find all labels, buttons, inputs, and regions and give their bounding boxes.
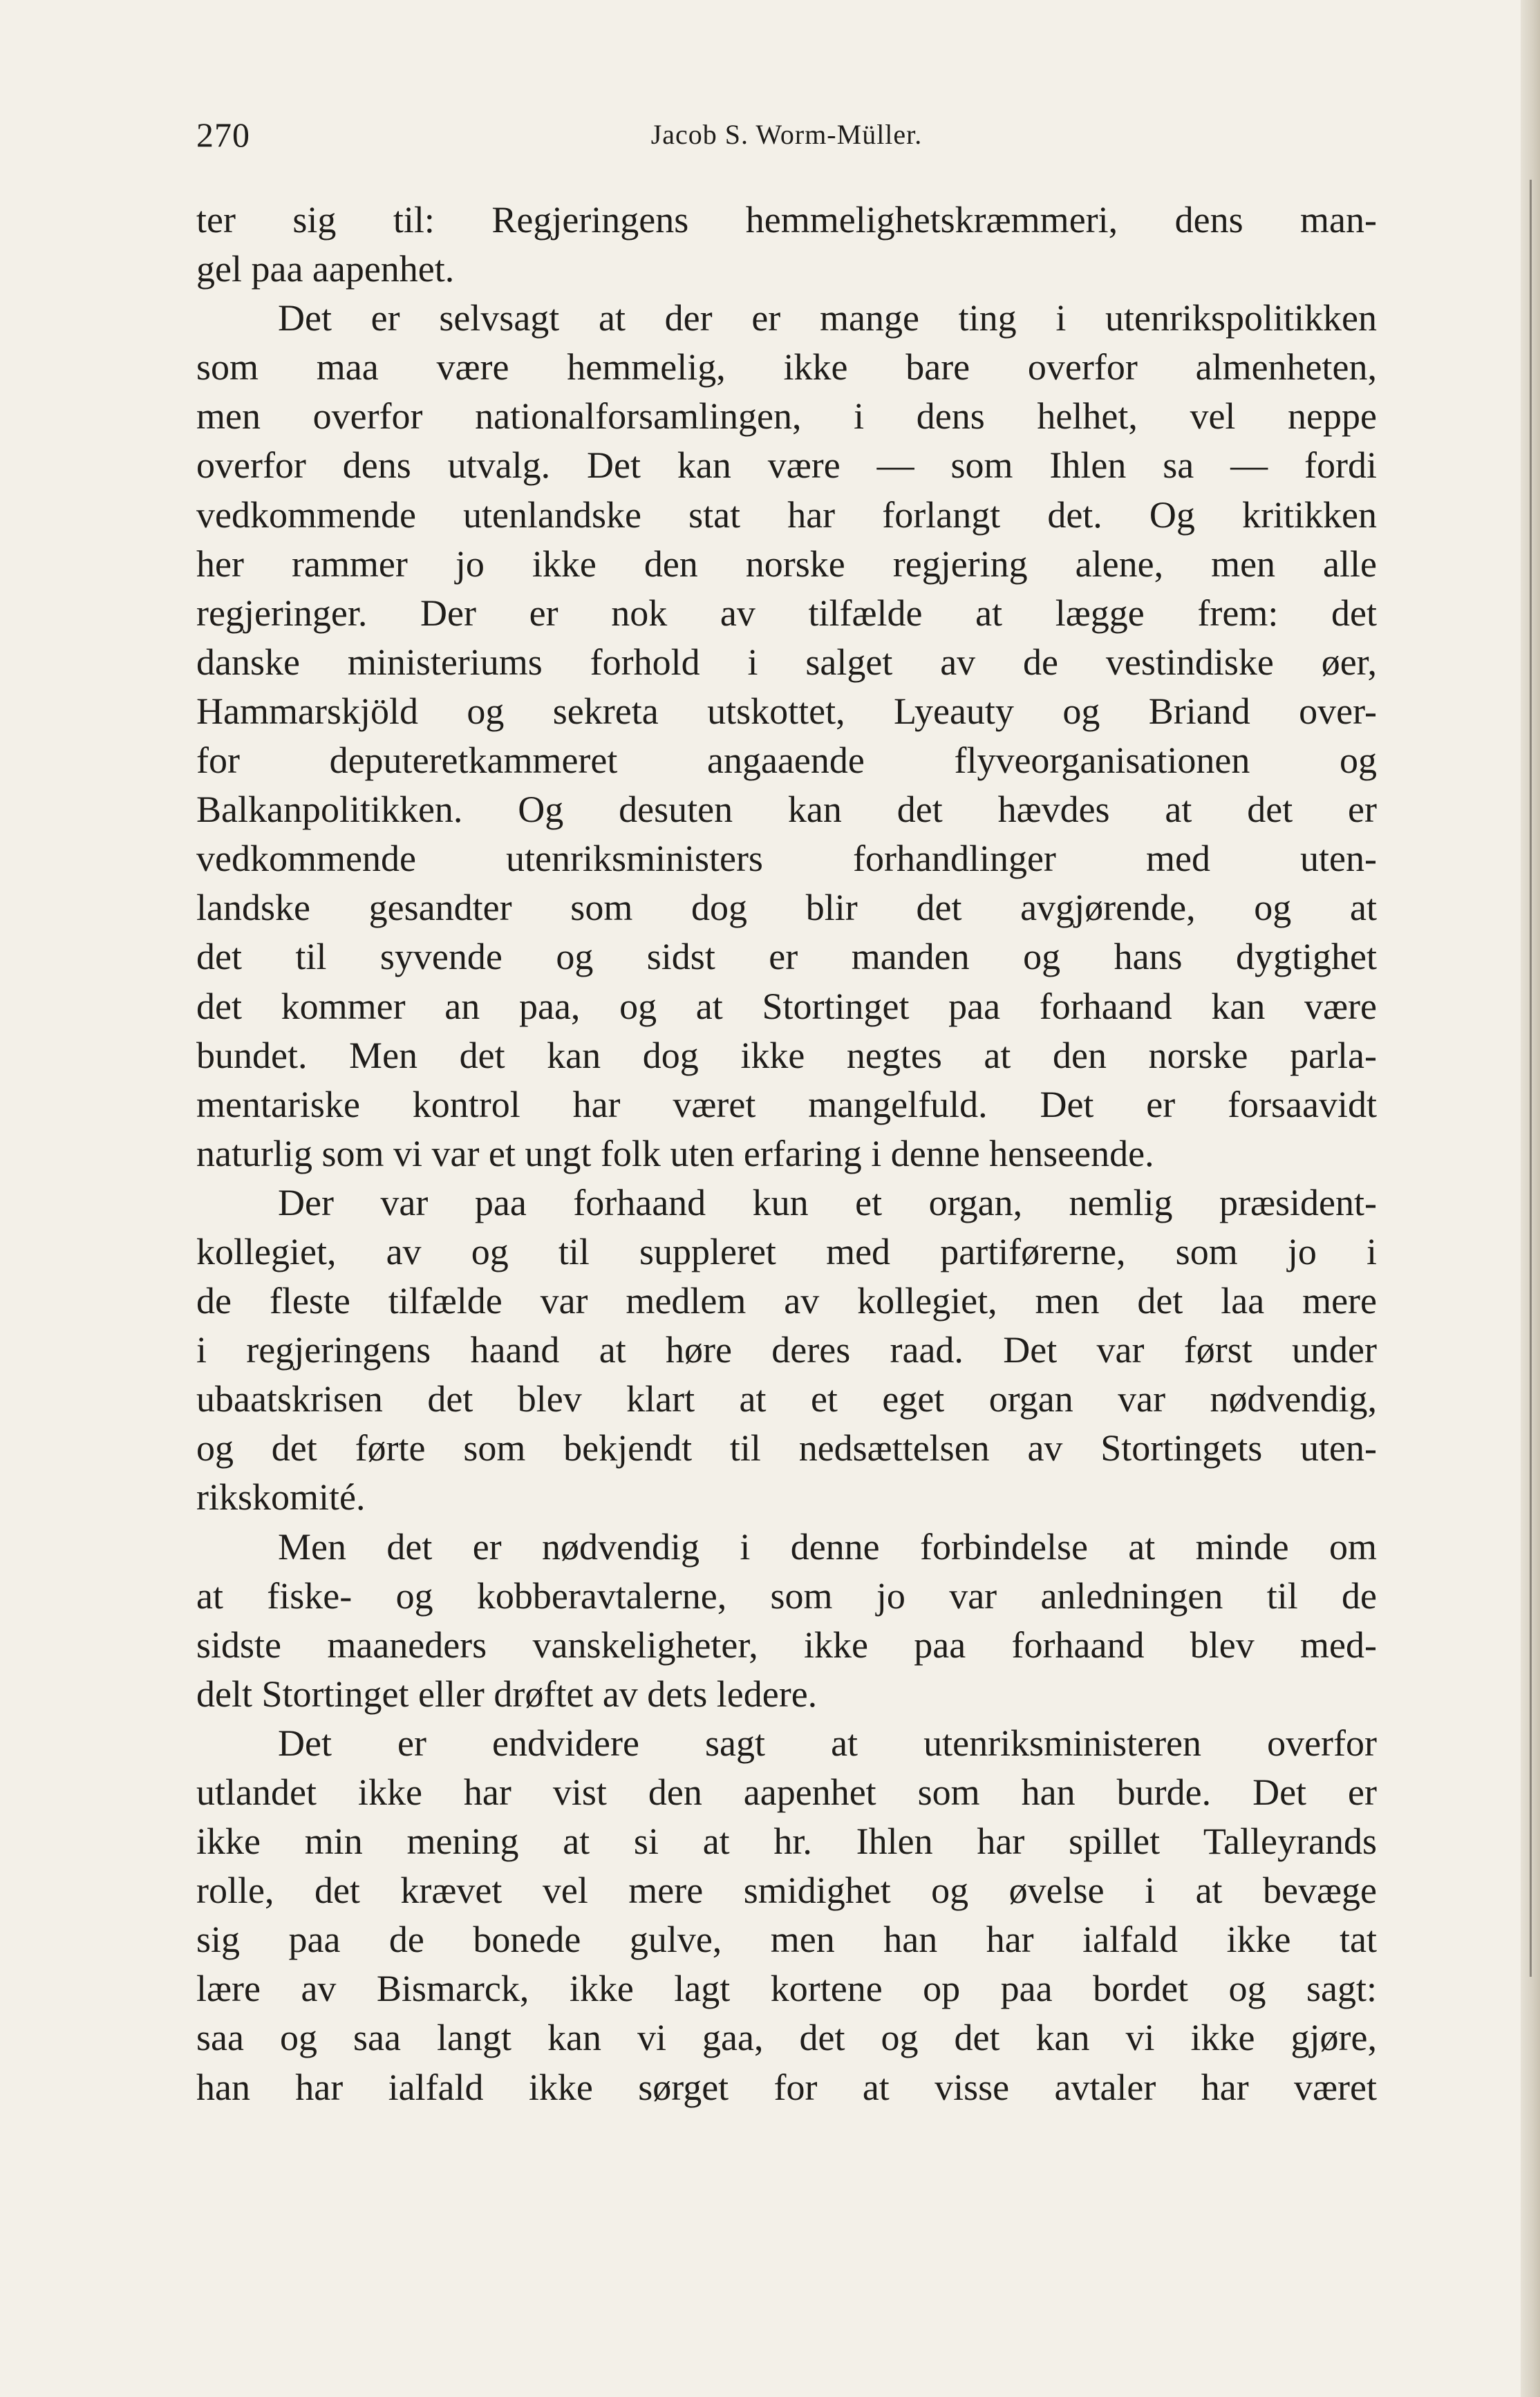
text-line: overfor dens utvalg. Det kan være — som Ihlen sa — fordi: [196, 444, 1377, 487]
text-line: ter sig til: Regjeringens hemmelighetskræmmeri, dens man-: [196, 199, 1377, 241]
text-line: Balkanpolitikken. Og desuten kan det hævdes at det er: [196, 789, 1377, 831]
text-line: vedkommende utenlandske stat har forlangt det. Og kritikken: [196, 494, 1377, 536]
text-line: lære av Bismarck, ikke lagt kortene op paa bordet og sagt:: [196, 1968, 1377, 2010]
text-line: rikskomité.: [196, 1476, 366, 1519]
text-line: sig paa de bonede gulve, men han har ialfald ikke tat: [196, 1919, 1377, 1961]
text-line: men overfor nationalforsamlingen, i dens helhet, vel neppe: [196, 395, 1377, 438]
page-number: 270: [196, 115, 250, 154]
page-header: [196, 111, 1377, 159]
text-line: landske gesandter som dog blir det avgjørende, og at: [196, 887, 1377, 929]
text-line: og det førte som bekjendt til nedsættelsen av Stortingets uten-: [196, 1427, 1377, 1469]
text-line: regjeringer. Der er nok av tilfælde at lægge frem: det: [196, 592, 1377, 634]
text-line: Det er selvsagt at der er mange ting i utenrikspolitikken: [278, 297, 1377, 339]
text-line: det til syvende og sidst er manden og hans dygtighet: [196, 936, 1377, 978]
text-line: Hammarskjöld og sekreta utskottet, Lyeauty og Briand over-: [196, 690, 1377, 732]
text-line: sidste maaneders vanskeligheter, ikke paa forhaand blev med-: [196, 1624, 1377, 1666]
text-line: naturlig som vi var et ungt folk uten erfaring i denne henseende.: [196, 1132, 1154, 1174]
text-line: i regjeringens haand at høre deres raad. Det var først under: [196, 1329, 1377, 1371]
text-line: kollegiet, av og til suppleret med partiførerne, som jo i: [196, 1230, 1377, 1272]
text-line: delt Stortinget eller drøftet av dets ledere.: [196, 1673, 818, 1715]
page-edge-line: [1530, 180, 1532, 1977]
text-line: Men det er nødvendig i denne forbindelse at minde om: [278, 1525, 1377, 1568]
text-line: vedkommende utenriksministers forhandlinger med uten-: [196, 838, 1377, 880]
text-line: saa og saa langt kan vi gaa, det og det kan vi ikke gjøre,: [196, 2017, 1377, 2059]
text-line: Der var paa forhaand kun et organ, nemlig præsident-: [278, 1181, 1377, 1223]
text-line: som maa være hemmelig, ikke bare overfor almenheten,: [196, 346, 1377, 388]
text-line: ikke min mening at si at hr. Ihlen har spillet Talleyrands: [196, 1821, 1377, 1863]
text-line: det kommer an paa, og at Stortinget paa forhaand kan være: [196, 985, 1377, 1027]
text-line: mentariske kontrol har været mangelfuld. Det er forsaavidt: [196, 1083, 1377, 1125]
text-line: danske ministeriums forhold i salget av de vestindiske øer,: [196, 641, 1377, 683]
text-line: han har ialfald ikke sørget for at visse avtaler har været: [196, 2066, 1377, 2108]
text-line: de fleste tilfælde var medlem av kollegiet, men det laa mere: [196, 1280, 1377, 1322]
text-line: bundet. Men det kan dog ikke negtes at den norske parla-: [196, 1034, 1377, 1076]
text-line: rolle, det krævet vel mere smidighet og øvelse i at bevæge: [196, 1870, 1377, 1912]
text-line: at fiske- og kobberavtalerne, som jo var anledningen til de: [196, 1574, 1377, 1617]
text-line: her rammer jo ikke den norske regjering alene, men alle: [196, 543, 1377, 585]
text-line: Det er endvidere sagt at utenriksministeren overfor: [278, 1722, 1377, 1764]
body-text: [196, 196, 1377, 2112]
text-line: utlandet ikke har vist den aapenhet som han burde. Det er: [196, 1771, 1377, 1813]
running-head: Jacob S. Worm-Müller.: [650, 119, 923, 150]
text-line: for deputeretkammeret angaaende flyveorganisationen og: [196, 740, 1377, 782]
text-line: gel paa aapenhet.: [196, 248, 455, 290]
text-line: ubaatskrisen det blev klart at et eget organ var nødvendig,: [196, 1378, 1377, 1420]
